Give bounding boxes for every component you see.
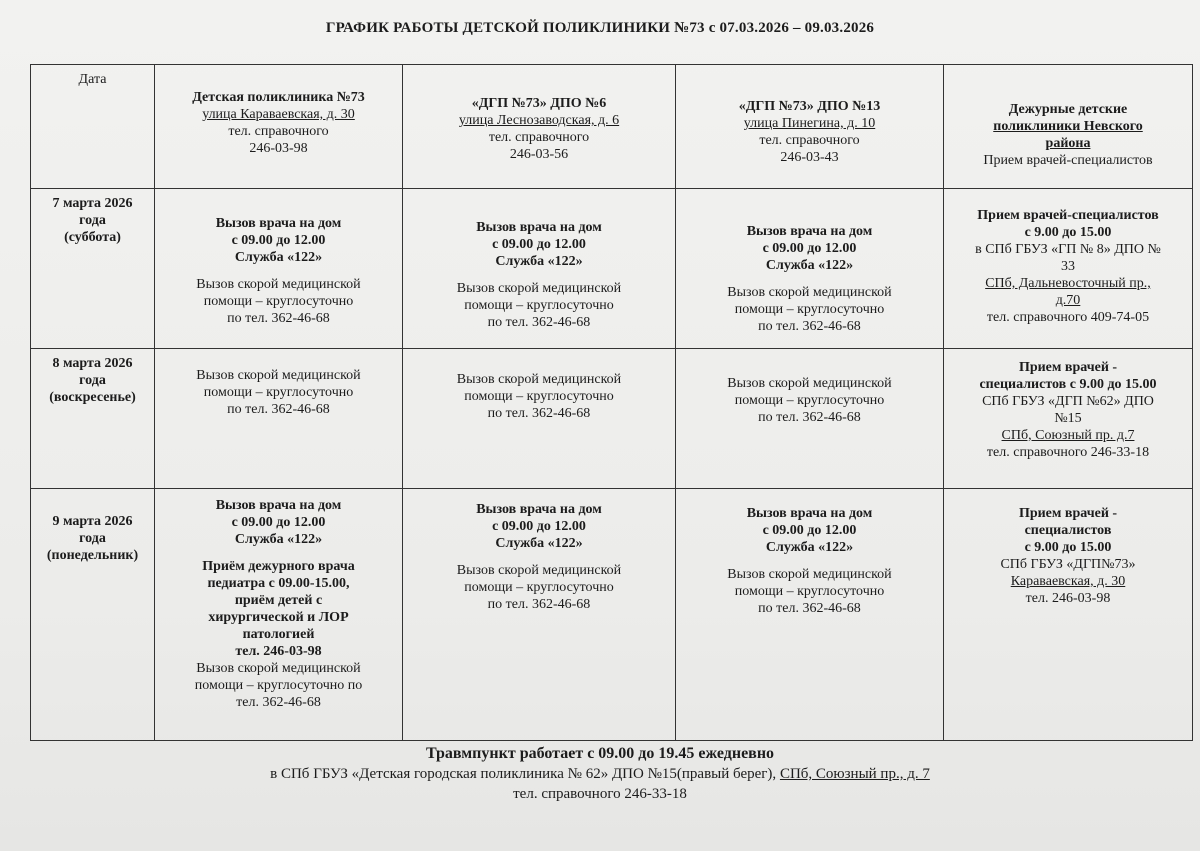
clinic-73-day3: Вызов врача на дом с 09.00 до 12.00 Служба «122» Приём дежурного врача педиатра с 09.00-15.00, приём детей с хирургической и ЛОР патологией тел. 246-03-98 Вызов скорой медицинской помощи – круглосуточно по тел. 362-46-68 xyxy=(155,489,403,741)
footer-note xyxy=(0,744,1200,804)
trauma-center-address: в СПб ГБУЗ «Детская городская поликлиника № 62» ДПО №15(правый берег), СПб, Союзный пр., д. 7 xyxy=(270,766,930,782)
trauma-center-phone: тел. справочного 246-33-18 xyxy=(513,786,687,802)
table-header-row xyxy=(31,65,1193,189)
duty-day3: Прием врачей - специалистов с 9.00 до 15.00 СПб ГБУЗ «ДГП№73» Караваевская, д. 30 тел. 246-03-98 xyxy=(944,489,1193,741)
header-clinic-73: Детская поликлиника №73 улица Караваевская, д. 30 тел. справочного 246-03-98 xyxy=(155,65,403,189)
header-dpo-13: «ДГП №73» ДПО №13 улица Пинегина, д. 10 тел. справочного 246-03-43 xyxy=(676,65,944,189)
schedule-table xyxy=(30,64,1193,741)
dpo-6-day3: Вызов врача на дом с 09.00 до 12.00 Служба «122» Вызов скорой медицинской помощи – круглосуточно по тел. 362-46-68 xyxy=(403,489,676,741)
dpo-13-day1: Вызов врача на дом с 09.00 до 12.00 Служба «122» Вызов скорой медицинской помощи – круглосуточно по тел. 362-46-68 xyxy=(676,189,944,349)
duty-day2: Прием врачей - специалистов с 9.00 до 15.00 СПб ГБУЗ «ДГП №62» ДПО №15 СПб, Союзный пр. д.7 тел. справочного 246-33-18 xyxy=(944,349,1193,489)
page-title: ГРАФИК РАБОТЫ ДЕТСКОЙ ПОЛИКЛИНИКИ №73 с 07.03.2026 – 09.03.2026 xyxy=(325,20,875,36)
dpo-13-day2: Вызов скорой медицинской помощи – круглосуточно по тел. 362-46-68 xyxy=(676,349,944,489)
header-date: Дата xyxy=(31,65,155,189)
table-row xyxy=(31,189,1193,349)
date-cell: 8 марта 2026 года (воскресенье) xyxy=(31,349,155,489)
header-duty-clinics: Дежурные детские поликлиники Невского района Прием врачей-специалистов xyxy=(944,65,1193,189)
date-cell: 9 марта 2026 года (понедельник) xyxy=(31,489,155,741)
clinic-73-day2: Вызов скорой медицинской помощи – круглосуточно по тел. 362-46-68 xyxy=(155,349,403,489)
trauma-center-hours: Травмпункт работает с 09.00 до 19.45 ежедневно xyxy=(425,745,775,762)
date-cell: 7 марта 2026 года (суббота) xyxy=(31,189,155,349)
duty-day1: Прием врачей-специалистов с 9.00 до 15.00 в СПб ГБУЗ «ГП № 8» ДПО № 33 СПб, Дальневосточный пр., д.70 тел. справочного 409-74-05 xyxy=(944,189,1193,349)
table-row xyxy=(31,349,1193,489)
table-row xyxy=(31,489,1193,741)
dpo-13-day3: Вызов врача на дом с 09.00 до 12.00 Служба «122» Вызов скорой медицинской помощи – круглосуточно по тел. 362-46-68 xyxy=(676,489,944,741)
clinic-73-day1: Вызов врача на дом с 09.00 до 12.00 Служба «122» Вызов скорой медицинской помощи – круглосуточно по тел. 362-46-68 xyxy=(155,189,403,349)
dpo-6-day2: Вызов скорой медицинской помощи – круглосуточно по тел. 362-46-68 xyxy=(403,349,676,489)
header-dpo-6: «ДГП №73» ДПО №6 улица Леснозаводская, д. 6 тел. справочного 246-03-56 xyxy=(403,65,676,189)
dpo-6-day1: Вызов врача на дом с 09.00 до 12.00 Служба «122» Вызов скорой медицинской помощи – круглосуточно по тел. 362-46-68 xyxy=(403,189,676,349)
